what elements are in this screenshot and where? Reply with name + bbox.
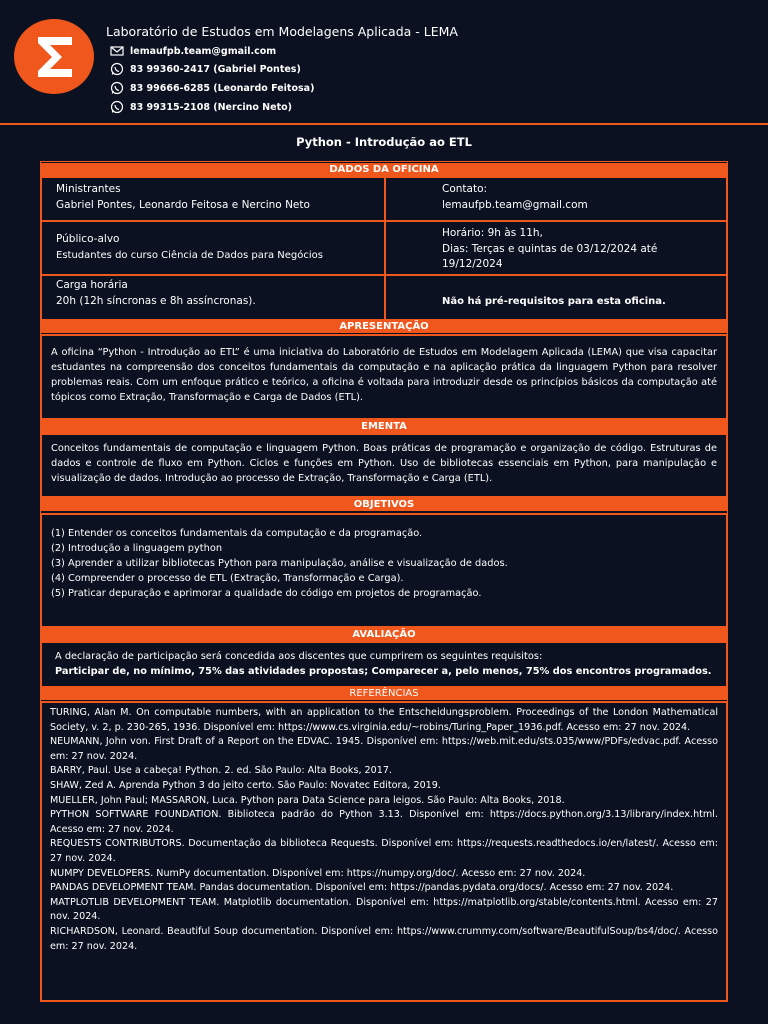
whatsapp-icon [110,62,124,76]
section-header-referencias: REFERÊNCIAS [40,687,728,700]
list-item: (3) Aprender a utilizar bibliotecas Python para manipulação, análise e visualização de dados. [51,558,508,569]
publico-label: Público-alvo [56,233,120,245]
list-item: (1) Entender os conceitos fundamentais da computação e da programação. [51,528,423,539]
section-header-avaliacao: AVALIAÇÃO [40,628,728,641]
section-header-dados: DADOS DA OFICINA [40,163,728,176]
contato-label: Contato: [442,183,488,195]
email-line [110,44,276,58]
whatsapp-icon [110,81,124,95]
ministrantes-cell [40,176,386,222]
list-item: REQUESTS CONTRIBUTORS. Documentação da biblioteca Requests. Disponível em: https://requests.readthedocs.io/en/latest/. Acesso em: 27 nov. 2024. [50,838,718,864]
ministrantes-label: Ministrantes [56,183,121,195]
list-item: (2) Introdução a linguagem python [51,543,223,554]
ministrantes-value: Gabriel Pontes, Leonardo Feitosa e Nercino Neto [56,198,310,211]
list-item: NEUMANN, John von. First Draft of a Report on the EDVAC. 1945. Disponível em: https://web.mit.edu/sts.035/www/PDFs/edvac.pdf. Acesso em: 27 nov. 2024. [50,736,718,762]
list-item: NUMPY DEVELOPERS. NumPy documentation. Disponível em: https://numpy.org/doc/. Acesso em: 27 nov. 2024. [50,867,586,879]
dias-text: Dias: Terças e quintas de 03/12/2024 até 19/12/2024 [442,242,658,270]
horario-text: Horário: 9h às 11h, [442,227,543,239]
carga-value: 20h (12h síncronas e 8h assíncronas). [56,294,256,307]
section-header-objetivos: OBJETIVOS [40,498,728,511]
avaliacao-intro: A declaração de participação será concedida aos discentes que cumprirem os seguintes requisitos: [55,651,543,662]
page-title: Python - Introdução ao ETL [296,135,472,149]
section-header-apresentacao: APRESENTAÇÃO [40,320,728,333]
contato-cell [384,176,728,222]
contato-value[interactable]: lemaufpb.team@gmail.com [442,198,588,211]
phone-text[interactable]: 83 99360-2417 (Gabriel Pontes) [130,63,301,75]
avaliacao-requisitos: Participar de, no mínimo, 75% das atividades propostas; Comparecer a, pelo menos, 75% dos encontros programados. [55,666,712,677]
referencias-list [40,701,728,1002]
section-header-ementa: EMENTA [40,420,728,433]
phone-text[interactable]: 83 99666-6285 (Leonardo Feitosa) [130,82,315,94]
phone-line [110,81,314,95]
phone-line [110,62,301,76]
list-item: BARRY, Paul. Use a cabeça! Python. 2. ed. São Paulo: Alta Books, 2017. [50,765,393,777]
prereq-cell [384,274,728,321]
apresentacao-text: A oficina “Python - Introdução ao ETL” é uma iniciativa do Laboratório de Estudos em Modelagem Aplicada (LEMA) que visa capacitar estudantes na compreensão dos conceitos fundamentais da computação e na aplicação prática da linguagem Python para resolver problemas reais. Com um enfoque prático e teórico, a oficina é voltada para introduzir desde os princípios básicos da computação até tópicos como Extração, Transformação e Carga de Dados (ETL). [40,334,728,420]
org-name: Laboratório de Estudos em Modelagens Aplicada - LEMA [106,24,458,39]
list-item: RICHARDSON, Leonard. Beautiful Soup documentation. Disponível em: https://www.crummy.com/software/BeautifulSoup/bs4/doc/. Acesso em: 27 nov. 2024. [50,925,718,952]
list-item: (4) Compreender o processo de ETL (Extração, Transformação e Carga). [51,573,404,584]
mail-icon [110,44,124,58]
carga-cell [40,274,386,321]
horario-cell [384,220,728,276]
publico-cell [40,220,386,276]
sigma-icon [14,19,94,94]
publico-value: Estudantes do curso Ciência de Dados para Negócios [56,249,323,261]
phone-line [110,100,292,114]
email-text[interactable]: lemaufpb.team@gmail.com [130,45,277,57]
list-item: (5) Praticar depuração e aprimorar a qualidade do código em projetos de programação. [51,588,482,599]
header [0,0,768,124]
whatsapp-icon [110,100,124,114]
objetivos-list [40,513,728,628]
list-item: MUELLER, John Paul; MASSARON, Luca. Python para Data Science para leigos. São Paulo: Alta Books, 2018. [50,794,565,806]
carga-label: Carga horária [56,279,128,291]
list-item: TURING, Alan M. On computable numbers, with an application to the Entscheidungsproblem. Proceedings of the London Mathematical Society, v. 2, p. 230-265, 1936. Disponível em: https://www.cs.virginia.edu/~robins/Turing_Paper_1936.pdf. Acesso em: 27 nov. 2024. [50,707,718,733]
avaliacao-block [40,641,728,688]
list-item: MATPLOTLIB DEVELOPMENT TEAM. Matplotlib documentation. Disponível em: https://matplotlib.org/stable/contents.html. Acesso em: 27 nov. 2024. [50,896,718,923]
prereq-text: Não há pré-requisitos para esta oficina. [442,296,666,307]
list-item: PYTHON SOFTWARE FOUNDATION. Biblioteca padrão do Python 3.13. Disponível em: https://docs.python.org/3.13/library/index.html. Acesso em: 27 nov. 2024. [50,809,718,835]
phone-text[interactable]: 83 99315-2108 (Nercino Neto) [130,101,292,113]
ementa-text: Conceitos fundamentais de computação e linguagem Python. Boas práticas de programação e organização de código. Estruturas de dados e controle de fluxo em Python. Ciclos e funções em Python. Uso de bibliotecas essenciais em Python, para manipulação e visualização de dados. Introdução ao processo de Extração, Transformação e Carga (ETL). [40,433,728,498]
list-item: PANDAS DEVELOPMENT TEAM. Pandas documentation. Disponível em: https://pandas.pydata.org/docs/. Acesso em: 27 nov. 2024. [50,882,674,894]
header-divider [0,123,768,125]
list-item: SHAW, Zed A. Aprenda Python 3 do jeito certo. São Paulo: Novatec Editora, 2019. [50,779,441,791]
